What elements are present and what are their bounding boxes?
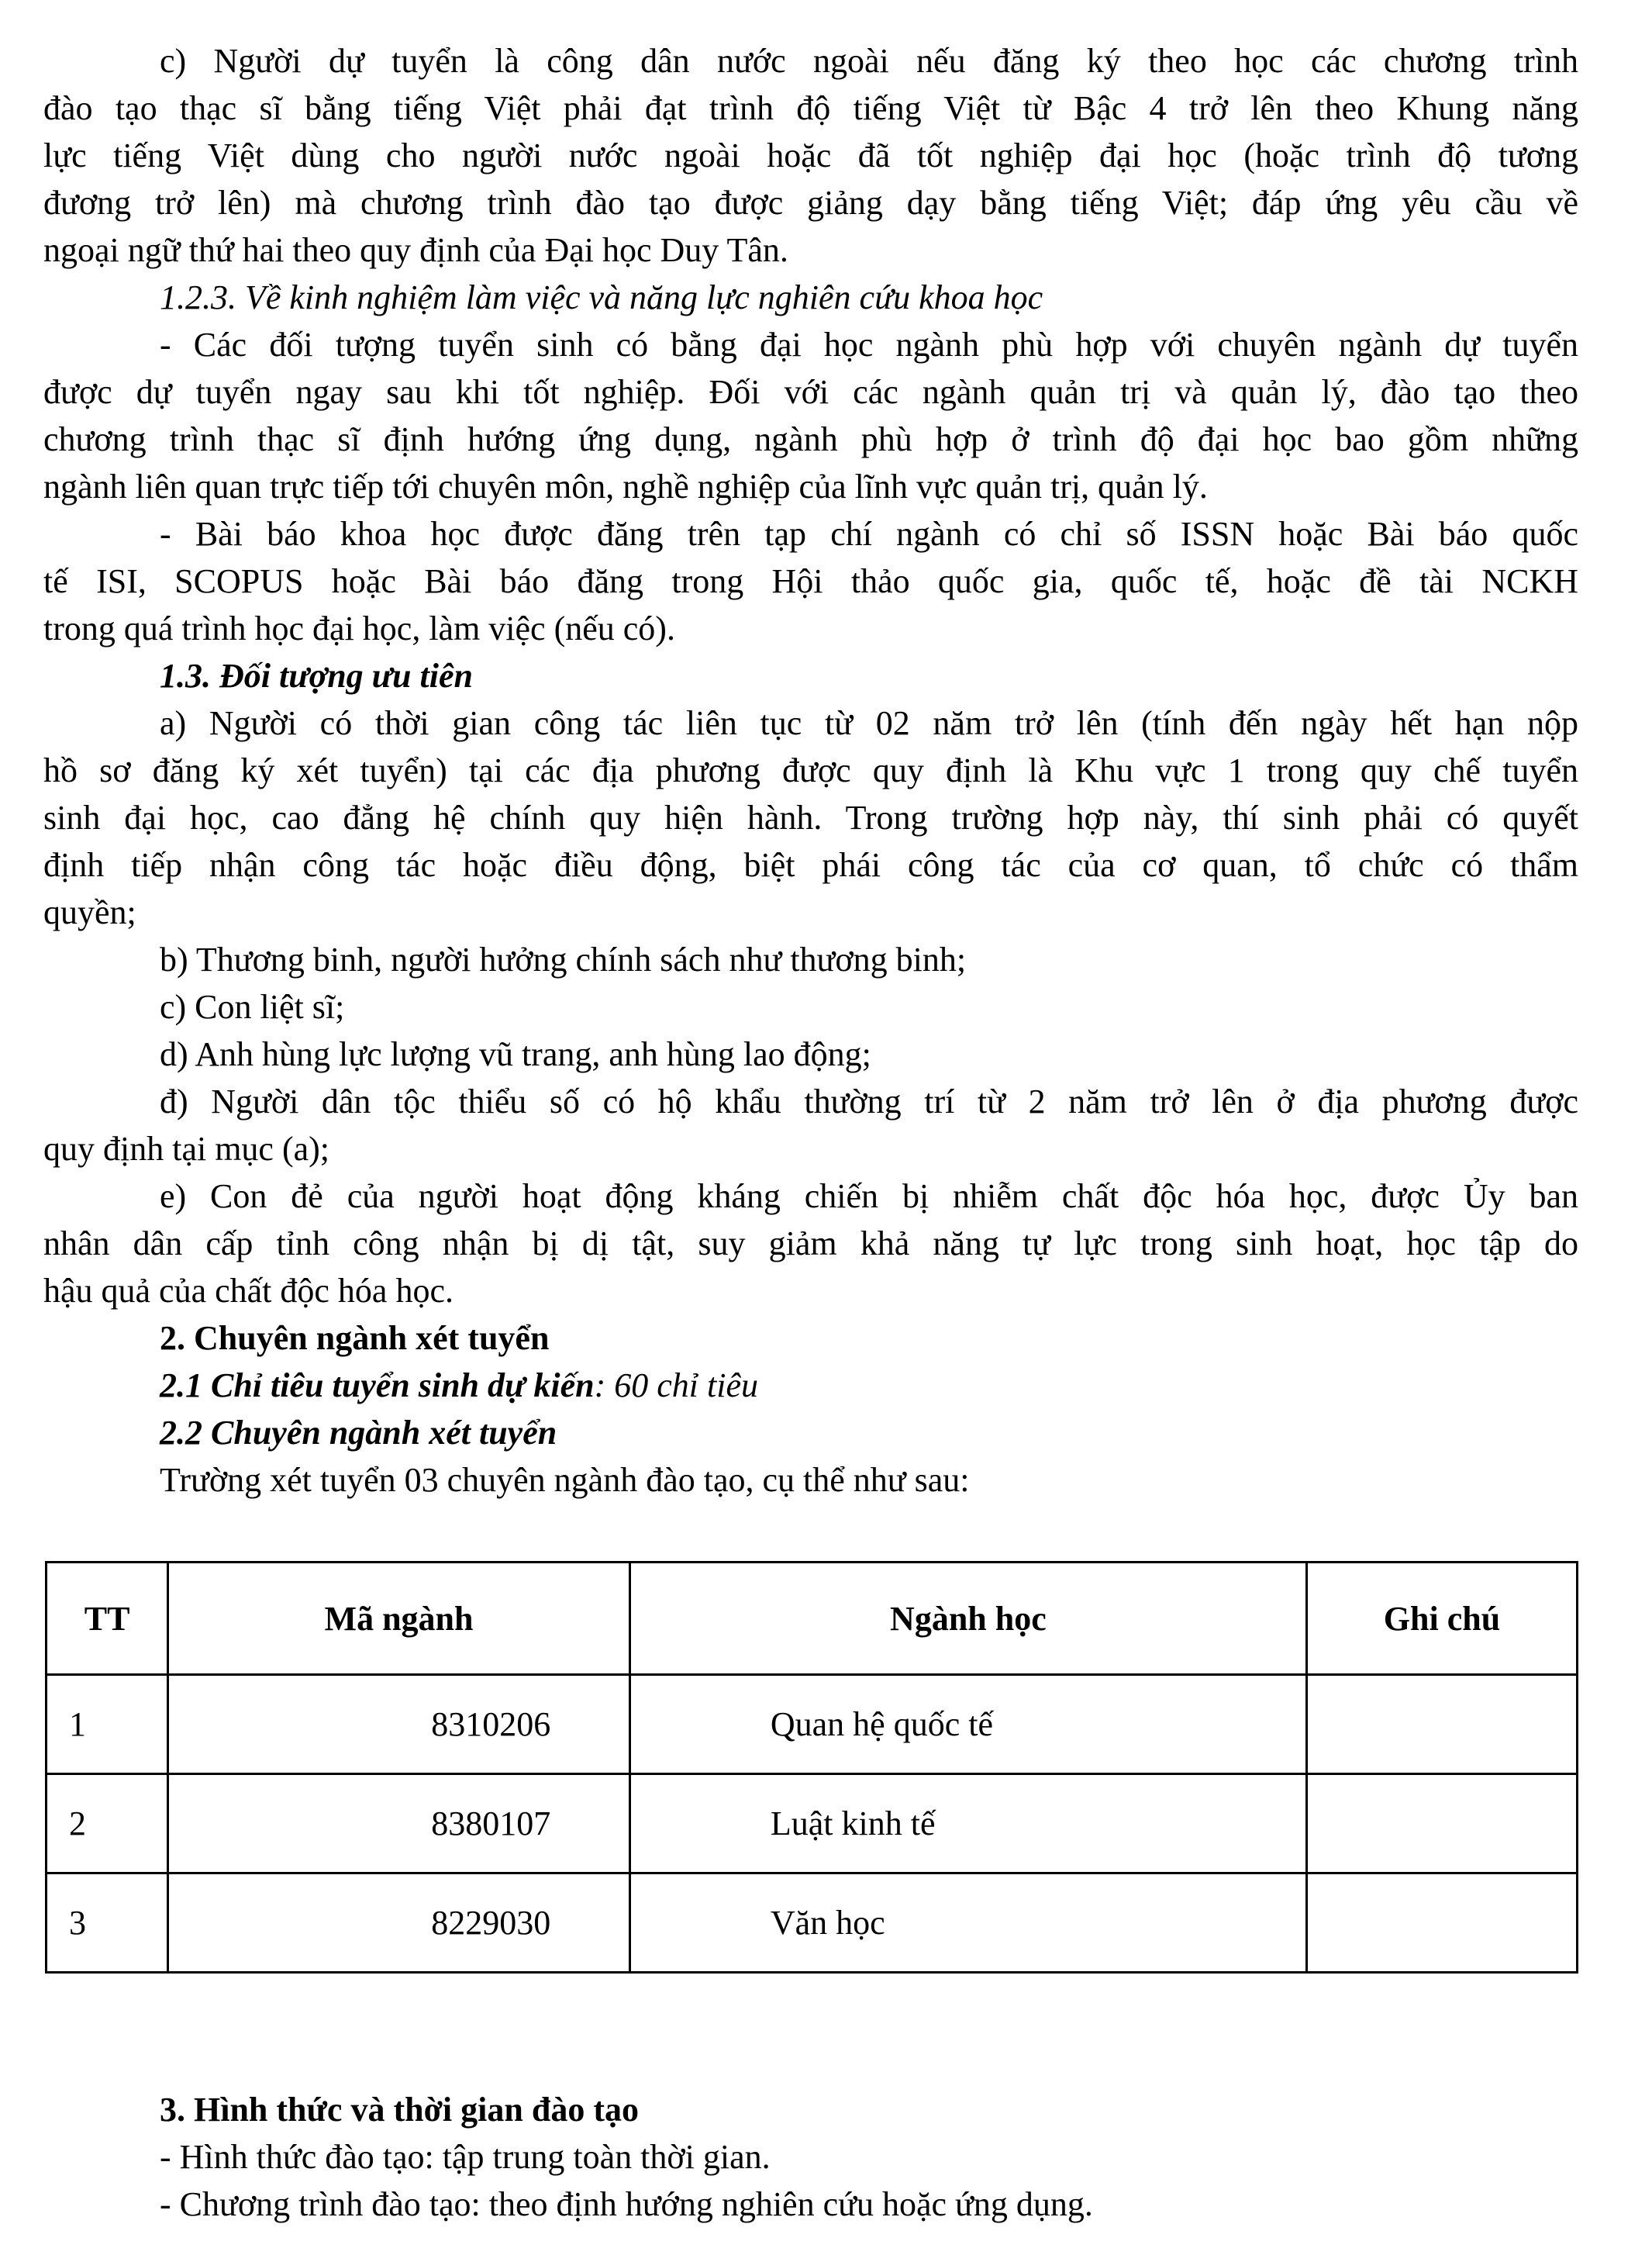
cell-major-name: Văn học xyxy=(629,1873,1306,1973)
heading-2-2: 2.2 Chuyên ngành xét tuyển xyxy=(160,1414,557,1452)
heading-3: 3. Hình thức và thời gian đào tạo xyxy=(160,2091,639,2129)
text-line: quyền; xyxy=(43,893,136,931)
heading-2-1 xyxy=(43,1362,1578,1409)
cell-tt: 2 xyxy=(47,1774,168,1873)
cell-major-code: 8310206 xyxy=(168,1675,630,1774)
paragraph-1-3-c: c) Con liệt sĩ; xyxy=(160,988,345,1026)
text-line: hậu quả của chất độc hóa học. xyxy=(43,1272,454,1310)
heading-2-1-label: 2.1 Chỉ tiêu tuyển sinh dự kiến xyxy=(160,1366,595,1404)
cell-major-code: 8380107 xyxy=(168,1774,630,1873)
text-line: hồ sơ đăng ký xét tuyển) tại các địa phương được quy định là Khu vực 1 trong quy chế tuyển xyxy=(43,751,1578,789)
paragraph-2-2: Trường xét tuyển 03 chuyên ngành đào tạo, cụ thể như sau: xyxy=(160,1461,970,1499)
text-line: đương trở lên) mà chương trình đào tạo được giảng dạy bằng tiếng Việt; đáp ứng yêu cầu về xyxy=(43,184,1578,222)
header-note: Ghi chú xyxy=(1306,1563,1577,1675)
text-line: chương trình thạc sĩ định hướng ứng dụng, ngành phù hợp ở trình độ đại học bao gồm những xyxy=(43,420,1578,458)
text-line: - Các đối tượng tuyển sinh có bằng đại học ngành phù hợp với chuyên ngành dự tuyển xyxy=(160,326,1578,364)
table-row xyxy=(47,1675,1578,1774)
paragraph-1-3-dd xyxy=(43,1078,1578,1172)
text-line: sinh đại học, cao đẳng hệ chính quy hiện hành. Trong trường hợp này, thí sinh phải có quyết xyxy=(43,799,1578,837)
paragraph-1-2-3-degree xyxy=(43,321,1578,510)
cell-tt: 1 xyxy=(47,1675,168,1774)
text-line: a) Người có thời gian công tác liên tục từ 02 năm trở lên (tính đến ngày hết hạn nộp xyxy=(160,704,1578,742)
paragraph-1-3-b: b) Thương binh, người hưởng chính sách như thương binh; xyxy=(160,941,967,979)
text-line: quy định tại mục (a); xyxy=(43,1130,330,1168)
text-line: - Bài báo khoa học được đăng trên tạp chí ngành có chỉ số ISSN hoặc Bài báo quốc xyxy=(160,515,1578,553)
text-line: c) Người dự tuyển là công dân nước ngoài nếu đăng ký theo học các chương trình xyxy=(160,42,1578,80)
paragraph-1-2-3-articles xyxy=(43,510,1578,652)
heading-1-2-3: 1.2.3. Về kinh nghiệm làm việc và năng lực nghiên cứu khoa học xyxy=(160,278,1043,316)
text-line: nhân dân cấp tỉnh công nhận bị dị tật, suy giảm khả năng tự lực trong sinh hoạt, học tập do xyxy=(43,1224,1578,1262)
paragraph-1-3-a xyxy=(43,699,1578,936)
text-line: ngành liên quan trực tiếp tới chuyên môn, nghề nghiệp của lĩnh vực quản trị, quản lý. xyxy=(43,468,1208,506)
text-line: được dự tuyển ngay sau khi tốt nghiệp. Đối với các ngành quản trị và quản lý, đào tạo theo xyxy=(43,373,1578,411)
header-major-name: Ngành học xyxy=(629,1563,1306,1675)
text-line: lực tiếng Việt dùng cho người nước ngoài hoặc đã tốt nghiệp đại học (hoặc trình độ tương xyxy=(43,136,1578,174)
header-major-code: Mã ngành xyxy=(168,1563,630,1675)
cell-note xyxy=(1306,1873,1577,1973)
cell-major-name: Luật kinh tế xyxy=(629,1774,1306,1873)
cell-tt: 3 xyxy=(47,1873,168,1973)
paragraph-c-foreign-applicants xyxy=(43,37,1578,274)
table-header-row xyxy=(47,1563,1578,1675)
paragraph-1-3-d: d) Anh hùng lực lượng vũ trang, anh hùng lao động; xyxy=(160,1035,871,1073)
table-row xyxy=(47,1774,1578,1873)
text-line: đào tạo thạc sĩ bằng tiếng Việt phải đạt trình độ tiếng Việt từ Bậc 4 trở lên theo Khung năng xyxy=(43,89,1578,127)
text-line: tế ISI, SCOPUS hoặc Bài báo đăng trong Hội thảo quốc gia, quốc tế, hoặc đề tài NCKH xyxy=(43,562,1578,600)
text-line: ngoại ngữ thứ hai theo quy định của Đại học Duy Tân. xyxy=(43,231,788,269)
paragraph-3-form: - Hình thức đào tạo: tập trung toàn thời gian. xyxy=(160,2138,771,2176)
heading-1-3: 1.3. Đối tượng ưu tiên xyxy=(160,657,473,695)
cell-note xyxy=(1306,1774,1577,1873)
cell-note xyxy=(1306,1675,1577,1774)
cell-major-code: 8229030 xyxy=(168,1873,630,1973)
heading-2-1-value: : 60 chỉ tiêu xyxy=(594,1366,758,1404)
heading-2: 2. Chuyên ngành xét tuyển xyxy=(160,1319,550,1357)
header-tt: TT xyxy=(47,1563,168,1675)
majors-table xyxy=(45,1561,1578,1974)
text-line: đ) Người dân tộc thiểu số có hộ khẩu thường trí từ 2 năm trở lên ở địa phương được xyxy=(160,1083,1578,1121)
cell-major-name: Quan hệ quốc tế xyxy=(629,1675,1306,1774)
table-row xyxy=(47,1873,1578,1973)
text-line: định tiếp nhận công tác hoặc điều động, biệt phái công tác của cơ quan, tổ chức có thẩm xyxy=(43,846,1578,884)
paragraph-3-program: - Chương trình đào tạo: theo định hướng nghiên cứu hoặc ứng dụng. xyxy=(160,2185,1093,2223)
text-line: e) Con đẻ của người hoạt động kháng chiến bị nhiễm chất độc hóa học, được Ủy ban xyxy=(160,1177,1578,1215)
text-line: trong quá trình học đại học, làm việc (nếu có). xyxy=(43,610,675,647)
paragraph-1-3-e xyxy=(43,1172,1578,1314)
